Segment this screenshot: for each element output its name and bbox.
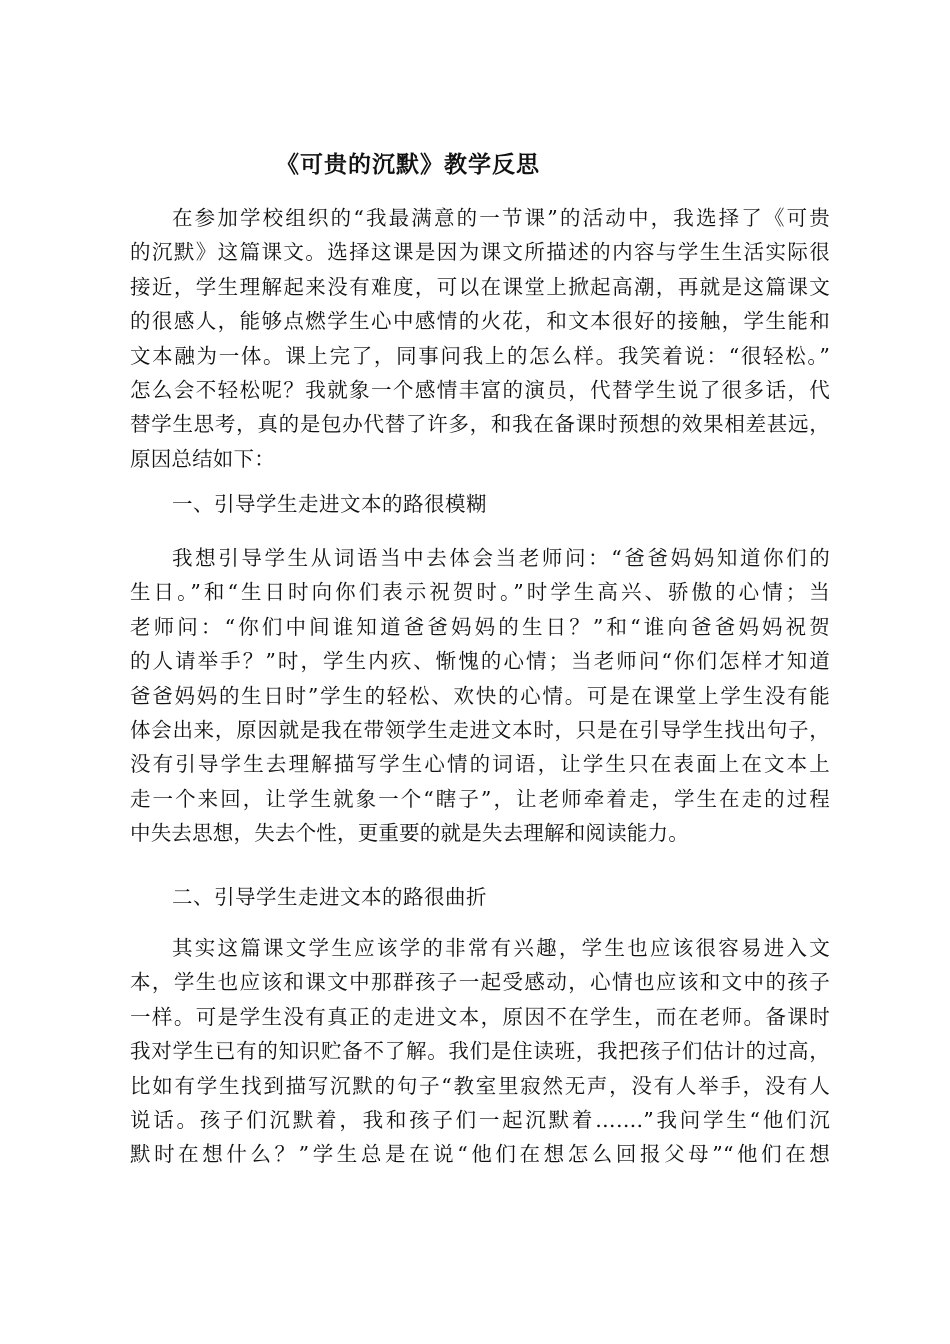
paragraph-line: 的很感人，能够点燃学生心中感情的火花，和文本很好的接触，学生能和	[130, 309, 830, 334]
paragraph-line: 默时在想什么？”学生总是在说“他们在想怎么回报父母”“他们在想	[130, 1142, 830, 1167]
paragraph-line: 本，学生也应该和课文中那群孩子一起受感动，心情也应该和文中的孩子	[130, 970, 830, 995]
paragraph-line: 老师问：“你们中间谁知道爸爸妈妈的生日？”和“谁向爸爸妈妈祝贺	[130, 614, 830, 639]
paragraph-3	[130, 931, 830, 1172]
paragraph-2	[130, 541, 830, 851]
paragraph-line: 在参加学校组织的“我最满意的一节课”的活动中，我选择了《可贵	[172, 206, 830, 230]
paragraph-line: 比如有学生找到描写沉默的句子“教室里寂然无声，没有人举手，没有人	[130, 1073, 830, 1098]
document-title: 《可贵的沉默》教学反思	[276, 151, 540, 178]
paragraph-line: 替学生思考，真的是包办代替了许多，和我在备课时预想的效果相差甚远，	[130, 412, 830, 437]
paragraph-line: 我想引导学生从词语当中去体会当老师问：“爸爸妈妈知道你们的	[172, 546, 830, 570]
section-heading-2: 二、引导学生走进文本的路很曲折	[172, 885, 487, 909]
paragraph-line: 的沉默》这篇课文。选择这课是因为课文所描述的内容与学生生活实际很	[130, 240, 830, 265]
paragraph-line: 体会出来，原因就是我在带领学生走进文本时，只是在引导学生找出句子，	[130, 717, 830, 742]
paragraph-line: 我对学生已有的知识贮备不了解。我们是住读班，我把孩子们估计的过高，	[130, 1039, 830, 1064]
paragraph-line: 一样。可是学生没有真正的走进文本，原因不在学生，而在老师。备课时	[130, 1004, 830, 1029]
paragraph-line: 其实这篇课文学生应该学的非常有兴趣，学生也应该很容易进入文	[172, 936, 830, 960]
paragraph-1	[130, 201, 830, 476]
paragraph-line: 文本融为一体。课上完了，同事问我上的怎么样。我笑着说：“很轻松。”	[130, 343, 830, 368]
paragraph-line: 接近，学生理解起来没有难度，可以在课堂上掀起高潮，再就是这篇课文	[130, 274, 830, 299]
paragraph-line: 走一个来回，让学生就象一个“瞎子”，让老师牵着走，学生在走的过程	[130, 786, 830, 811]
paragraph-line: 的人请举手？”时，学生内疚、惭愧的心情；当老师问“你们怎样才知道	[130, 649, 830, 674]
section-heading-1: 一、引导学生走进文本的路很模糊	[172, 492, 487, 516]
paragraph-line: 中失去思想，失去个性，更重要的就是失去理解和阅读能力。	[130, 821, 689, 846]
paragraph-line: 没有引导学生去理解描写学生心情的词语，让学生只在表面上在文本上	[130, 752, 830, 777]
paragraph-line: 原因总结如下：	[130, 446, 275, 471]
paragraph-line: 生日。”和“生日时向你们表示祝贺时。”时学生高兴、骄傲的心情；当	[130, 580, 830, 605]
paragraph-line: 爸爸妈妈的生日时”学生的轻松、欢快的心情。可是在课堂上学生没有能	[130, 683, 830, 708]
paragraph-line: 说话。孩子们沉默着，我和孩子们一起沉默着…….”我问学生“他们沉	[130, 1107, 830, 1132]
paragraph-line: 怎么会不轻松呢？我就象一个感情丰富的演员，代替学生说了很多话，代	[130, 377, 830, 402]
